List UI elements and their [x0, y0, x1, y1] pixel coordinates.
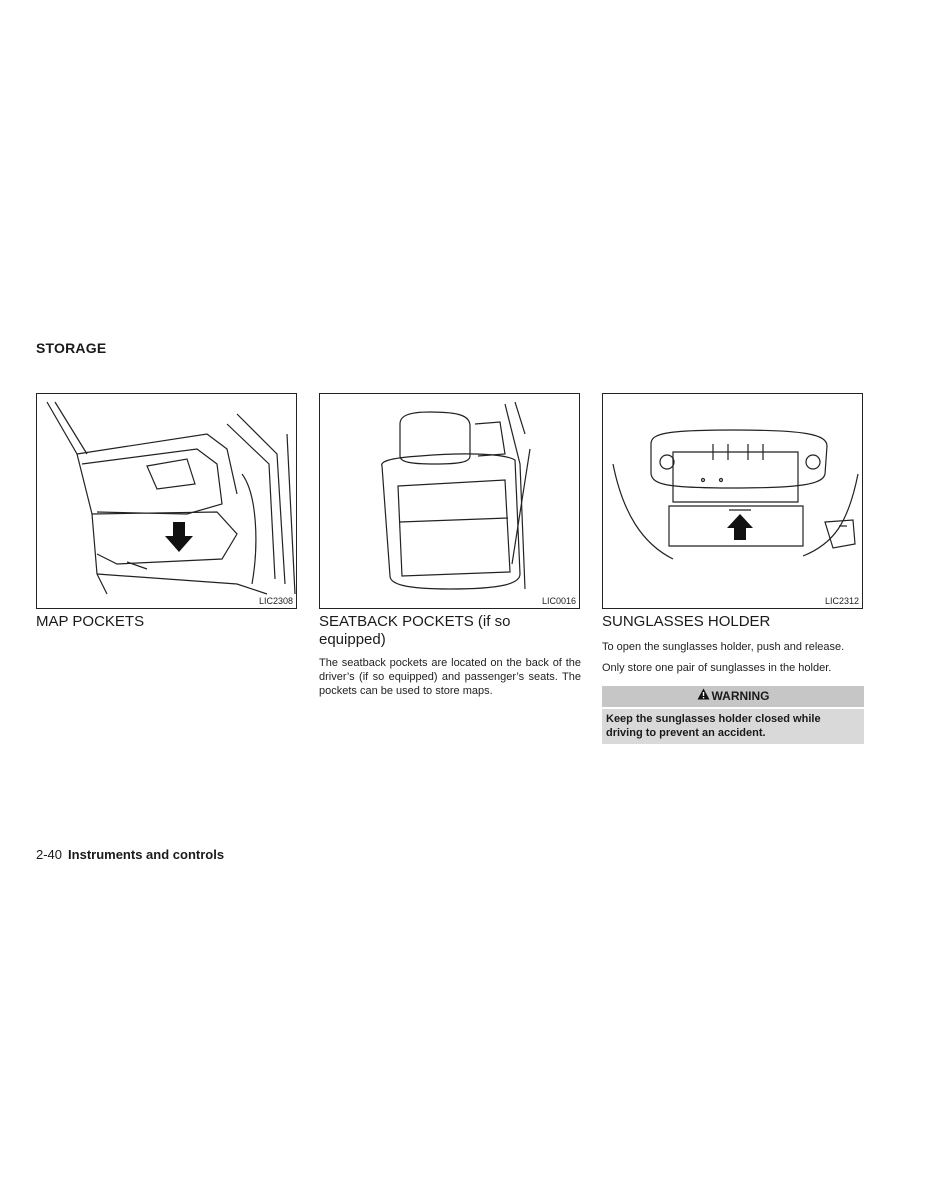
page-number: 2-40: [36, 847, 63, 862]
map-pockets-figure: [36, 393, 297, 609]
sunglasses-holder-heading: SUNGLASSES HOLDER: [602, 613, 771, 630]
up-arrow-icon: [603, 394, 863, 609]
section-title: STORAGE: [36, 340, 107, 356]
seatback-pockets-heading: SEATBACK POCKETS (if so equipped): [319, 613, 511, 648]
figure-code: LIC0016: [541, 596, 576, 606]
warning-label: WARNING: [711, 689, 770, 703]
sunglasses-open-instruction: To open the sunglasses holder, push and release.: [602, 641, 845, 653]
warning-header: [602, 686, 864, 709]
page-footer: [36, 847, 224, 862]
map-pockets-heading: MAP POCKETS: [36, 613, 145, 630]
seat-illustration: [320, 394, 580, 609]
warning-text: Keep the sunglasses holder closed while driving to prevent an accident.: [606, 713, 821, 739]
warning-box: [602, 686, 864, 744]
sunglasses-store-instruction: Only store one pair of sunglasses in the holder.: [602, 662, 832, 674]
sunglasses-holder-figure: [602, 393, 863, 609]
seatback-pockets-figure: [319, 393, 580, 609]
chapter-title: Instruments and controls: [68, 847, 225, 862]
down-arrow-icon: [37, 394, 297, 609]
warning-triangle-icon: [697, 686, 710, 707]
figure-code: LIC2312: [824, 596, 859, 606]
figure-code: LIC2308: [258, 596, 293, 606]
seatback-pockets-body: The seatback pockets are located on the back of the driver’s (if so equipped) and passenger’s seats. The pockets can be used to store maps.: [319, 657, 581, 697]
